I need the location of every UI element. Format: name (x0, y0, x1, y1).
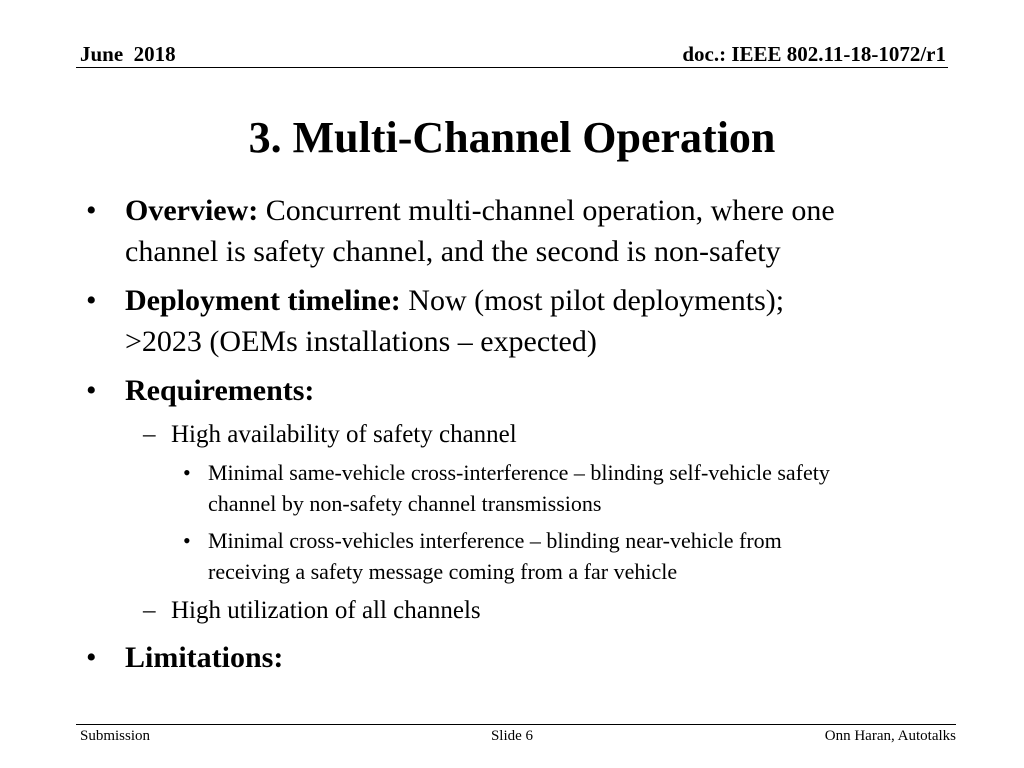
requirements-label: Requirements: (125, 374, 315, 407)
bullet-marker: • (86, 374, 97, 407)
footer-author: Onn Haran, Autotalks (824, 728, 956, 744)
overview-text-line2: channel is safety channel, and the second is non-safety (125, 235, 781, 268)
bullet-marker: • (183, 528, 191, 553)
sub1-item2-line1: Minimal cross-vehicles interference – blinding near-vehicle from (208, 528, 782, 553)
timeline-label: Deployment timeline: (125, 284, 401, 317)
requirements-sub2: High utilization of all channels (171, 597, 481, 624)
bullet-marker: • (86, 641, 97, 674)
dash-marker: – (143, 597, 156, 624)
slide-title: 3. Multi-Channel Operation (248, 113, 776, 162)
footer-divider (76, 724, 956, 725)
footer-slide-number: Slide 6 (490, 728, 534, 744)
bullet-overview (125, 190, 955, 231)
overview-label: Overview: (125, 194, 259, 227)
timeline-text-line2: >2023 (OEMs installations – expected) (125, 325, 597, 358)
bullet-marker: • (183, 460, 191, 485)
dash-marker: – (143, 421, 156, 448)
sub1-item2-line2: receiving a safety message coming from a far vehicle (208, 559, 678, 584)
limitations-label: Limitations: (125, 641, 284, 674)
bullet-timeline (125, 280, 955, 321)
header-doc-id: doc.: IEEE 802.11-18-1072/r1 (682, 42, 946, 66)
header-divider (76, 67, 948, 68)
overview-text-line1: Concurrent multi-channel operation, where one (265, 194, 835, 227)
timeline-text-line1: Now (most pilot deployments); (408, 284, 785, 317)
requirements-sub1: High availability of safety channel (171, 421, 517, 448)
bullet-marker: • (86, 194, 97, 227)
footer-submission: Submission (80, 728, 151, 744)
header-date: June 2018 (80, 42, 176, 66)
bullet-marker: • (86, 284, 97, 317)
sub1-item1-line2: channel by non-safety channel transmissions (208, 491, 602, 516)
sub1-item1-line1: Minimal same-vehicle cross-interference – blinding self-vehicle safety (208, 460, 830, 485)
